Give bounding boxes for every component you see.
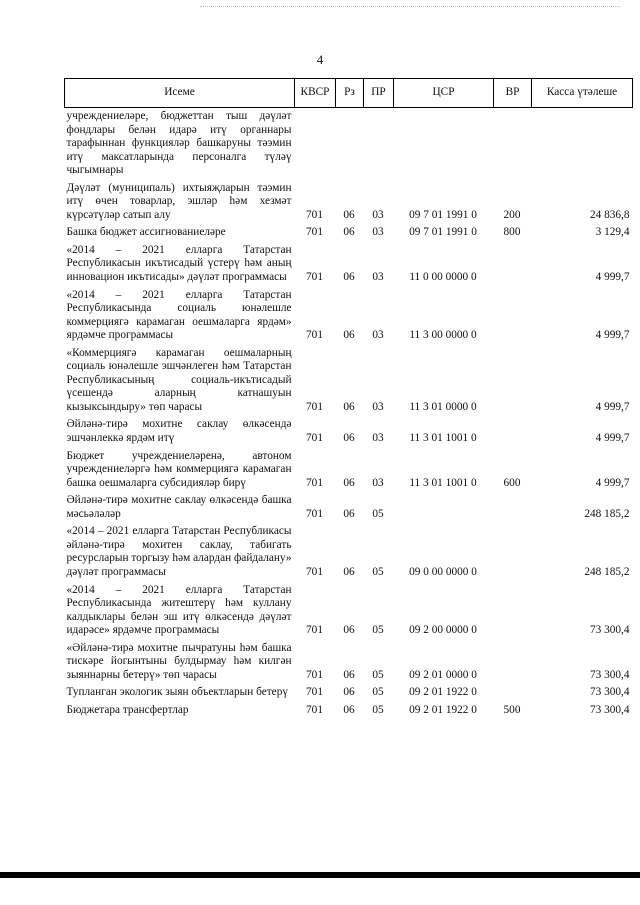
cell-rz: 06 [343,686,355,699]
cell-kvsr: 701 [306,565,323,578]
cell-kvsr: 701 [306,668,323,681]
cell-kassa: 4 999,7 [595,476,630,489]
cell-kassa: 4 999,7 [595,432,630,445]
cell-kvsr: 701 [306,624,323,637]
cell-name: «2014 – 2021 елларга Татарстан Республикасы әйләнә-тирә мохитен саклау, табигать ресурсларын торгызу һәм алардан файдалану» дәүләт программасы [66,525,292,578]
cell-name: «Әйләнә-тирә мохитне пычратуны һәм башка тискәре йогынтыны булдырмау һәм килгән зыяннарны бетерү» төп чарасы [66,641,292,681]
cell-csr: 11 0 00 0000 0 [409,271,477,284]
cell-rz: 06 [343,703,355,716]
header-vr: ВР [494,79,532,108]
cell-name: «Коммерциягә карамаган оешмаларның социаль юнәлешле эшчәнлеген һәм Татарстан Республикасының социаль-икътисадый үсешендә аларның катнашуын кызыксындыру» төп чарасы [66,346,292,413]
cell-pr: 03 [372,208,384,221]
cell-name: «2014 – 2021 елларга Татарстан Республикасында социаль юнәлешле коммерциягә карамаган оешмаларга ярдәм» ярдәмче программасы [66,288,292,342]
cell-rz: 06 [343,565,355,578]
cell-kassa: 3 129,4 [595,226,630,239]
scan-bottom-edge [0,872,640,878]
cell-csr: 11 3 01 1001 0 [409,476,477,489]
cell-pr: 05 [372,624,384,637]
table-row [65,345,633,417]
cell-csr: 09 7 01 1991 0 [409,226,477,239]
page-number: 4 [316,52,324,67]
table-row [65,702,633,720]
cell-pr: 03 [372,432,384,445]
cell-name: Әйләнә-тирә мохитне саклау өлкәсендә эшчәнлеккә ярдәм итү [66,418,292,445]
cell-csr: 11 3 01 1001 0 [409,432,477,445]
cell-pr: 03 [372,329,384,342]
cell-name: «2014 – 2021 елларга Татарстан Республикасын икътисадый үстерү һәм аның инновацион икътисады» дәүләт программасы [66,243,292,284]
cell-pr [364,108,394,180]
table-row [65,180,633,225]
cell-csr: 11 3 00 0000 0 [409,329,477,342]
cell-name: Тупланган экологик зыян объектларын бетерү [66,686,288,699]
table-row [65,108,633,180]
table-row [65,287,633,345]
header-csr: ЦСР [394,79,494,108]
cell-kassa: 4 999,7 [595,400,630,413]
header-name: Исеме [65,79,295,108]
cell-vr: 800 [503,226,521,239]
cell-vr [494,242,532,287]
cell-kassa: 248 185,2 [584,507,630,520]
cell-pr: 05 [372,668,384,681]
cell-name: Башка бюджет ассигнованиеләре [66,226,226,239]
cell-rz: 06 [343,208,355,221]
cell-kvsr: 701 [306,271,323,284]
cell-kvsr: 701 [306,400,323,413]
cell-kassa: 24 836,8 [589,208,630,221]
cell-name: учреждениеләре, бюджеттан тыш дәүләт фондлары белән идарә итү органнары тарафыннан функцияләр башкаруны тәэмин итү максатларында персоналга түләү чыгымнары [66,110,292,177]
cell-kvsr: 701 [306,476,323,489]
cell-kvsr: 701 [306,329,323,342]
cell-name: «2014 – 2021 елларга Татарстан Республикасында житештерү һәм куллану калдыклары белән эш итү өлкәсендә дәүләт идарәсе» ярдәмче программасы [66,583,292,637]
scan-top-edge [200,6,620,8]
cell-rz: 06 [343,226,355,239]
header-kvsr: КВСР [295,79,336,108]
cell-kvsr: 701 [306,686,323,699]
header-pr: ПР [364,79,394,108]
cell-kassa: 73 300,4 [589,686,630,699]
table-row [65,242,633,287]
cell-pr: 05 [372,507,384,520]
cell-pr: 03 [372,226,384,239]
cell-kassa: 248 185,2 [584,565,630,578]
cell-kvsr [295,108,336,180]
cell-vr [494,492,532,523]
table-header-row [65,79,633,108]
table-row [65,684,633,702]
cell-kassa: 73 300,4 [589,624,630,637]
cell-name: Бюджет учреждениеләренә, автоном учреждениеләргә һәм коммерциягә карамаган башка оешмаларга субсидияләр бирү [66,449,292,489]
cell-pr: 05 [372,565,384,578]
table-body [65,108,633,720]
cell-csr: 09 2 01 1922 0 [409,703,477,716]
table-row [65,582,633,640]
cell-name: Әйләнә-тирә мохитне саклау өлкәсендә башка мәсьәләләр [66,494,292,520]
cell-vr: 600 [503,476,521,489]
cell-vr [494,582,532,640]
cell-vr [494,640,532,685]
table-row [65,523,633,581]
cell-rz: 06 [343,329,355,342]
cell-rz: 06 [343,400,355,413]
cell-rz [336,108,364,180]
cell-csr [394,492,494,523]
cell-csr: 09 2 01 1922 0 [409,686,477,699]
cell-vr [494,416,532,447]
cell-vr [494,684,532,702]
cell-vr: 200 [503,208,521,221]
cell-kassa: 73 300,4 [589,703,630,716]
cell-rz: 06 [343,432,355,445]
cell-name: Дәүләт (муниципаль) ихтыяҗларын тәэмин итү өчен товарлар, эшләр һәм хезмәт күрсәтүләр сатып алу [66,181,292,221]
cell-vr [494,523,532,581]
cell-vr [494,108,532,180]
cell-kassa: 4 999,7 [595,329,630,342]
cell-kassa [532,108,633,180]
table-row [65,448,633,493]
table-row [65,416,633,447]
header-kassa: Касса үтәлеше [532,79,633,108]
cell-pr: 05 [372,686,384,699]
cell-rz: 06 [343,476,355,489]
cell-kassa: 4 999,7 [595,271,630,284]
cell-pr: 03 [372,271,384,284]
cell-csr: 09 7 01 1991 0 [409,208,477,221]
header-rz: Рз [336,79,364,108]
budget-table [64,78,633,719]
cell-pr: 03 [372,400,384,413]
cell-csr [394,108,494,180]
cell-rz: 06 [343,668,355,681]
cell-kvsr: 701 [306,507,323,520]
cell-name: Бюджетара трансфертлар [66,703,189,716]
cell-rz: 06 [343,624,355,637]
cell-kvsr: 701 [306,208,323,221]
table-row [65,492,633,523]
table-row [65,640,633,685]
cell-csr: 09 2 00 0000 0 [409,624,477,637]
cell-kassa: 73 300,4 [589,668,630,681]
cell-pr: 05 [372,703,384,716]
cell-kvsr: 701 [306,432,323,445]
table-row [65,224,633,242]
cell-kvsr: 701 [306,703,323,716]
cell-vr: 500 [503,703,521,716]
cell-csr: 09 2 01 0000 0 [409,668,477,681]
cell-csr: 09 0 00 0000 0 [409,565,477,578]
cell-csr: 11 3 01 0000 0 [409,400,477,413]
cell-rz: 06 [343,271,355,284]
cell-vr [494,345,532,417]
cell-kvsr: 701 [306,226,323,239]
cell-vr [494,287,532,345]
cell-pr: 03 [372,476,384,489]
cell-rz: 06 [343,507,355,520]
